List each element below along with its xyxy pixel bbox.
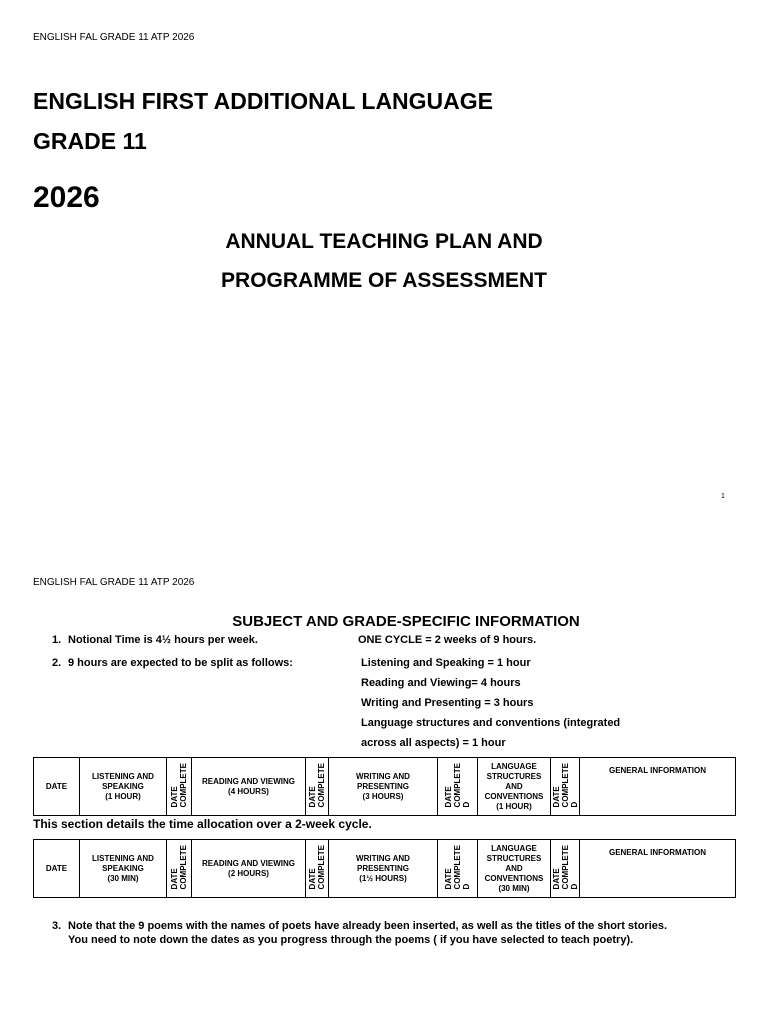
time-allocation-table-week [33, 839, 736, 898]
item-1 [52, 634, 258, 646]
col-listening-speaking: LISTENING AND SPEAKING (30 MIN) [80, 840, 167, 898]
split-language-cont: across all aspects) = 1 hour [361, 737, 506, 749]
item-2-number: 2. [52, 657, 62, 669]
document-title: ENGLISH FIRST ADDITIONAL LANGUAGE [33, 88, 493, 114]
col-general-information: GENERAL INFORMATION [580, 758, 736, 816]
document-subtitle-line1: ANNUAL TEACHING PLAN AND [225, 230, 543, 253]
split-writing: Writing and Presenting = 3 hours [361, 697, 534, 709]
document-year: 2026 [33, 181, 100, 214]
col-date: DATE [34, 840, 80, 898]
col-language-structures: LANGUAGE STRUCTURES AND CONVENTIONS (1 HOUR) [478, 758, 551, 816]
item-2-text: 9 hours are expected to be split as follows: [68, 657, 293, 669]
item-3 [52, 920, 667, 932]
page-header-2: ENGLISH FAL GRADE 11 ATP 2026 [33, 577, 195, 588]
time-allocation-table-cycle [33, 757, 736, 816]
col-date-complete-2: DATE COMPLETE [306, 840, 329, 898]
col-language-structures: LANGUAGE STRUCTURES AND CONVENTIONS (30 MIN) [478, 840, 551, 898]
col-date-complete-4: DATE COMPLETE D [551, 840, 580, 898]
col-writing-presenting: WRITING AND PRESENTING (3 HOURS) [329, 758, 438, 816]
split-reading: Reading and Viewing= 4 hours [361, 677, 521, 689]
col-date-complete-4: DATE COMPLETE D [551, 758, 580, 816]
page-header: ENGLISH FAL GRADE 11 ATP 2026 [33, 32, 195, 43]
col-date-complete-3: DATE COMPLETE D [438, 758, 478, 816]
col-reading-viewing: READING AND VIEWING (4 HOURS) [192, 758, 306, 816]
two-week-cycle-note: This section details the time allocation over a 2-week cycle. [33, 817, 372, 831]
document-grade: GRADE 11 [33, 128, 147, 154]
item-3-line2: You need to note down the dates as you progress through the poems ( if you have selected to teach poetry). [68, 934, 634, 946]
split-listening: Listening and Speaking = 1 hour [361, 657, 531, 669]
item-3-line1: Note that the 9 poems with the names of poets have already been inserted, as well as the titles of the short stories. [68, 920, 668, 932]
item-3-number: 3. [52, 920, 62, 932]
item-1-number: 1. [52, 634, 62, 646]
cycle-info: ONE CYCLE = 2 weeks of 9 hours. [358, 634, 537, 646]
item-1-text: Notional Time is 4½ hours per week. [68, 634, 258, 646]
col-date-complete-1: DATE COMPLETE [167, 840, 192, 898]
section-title: SUBJECT AND GRADE-SPECIFIC INFORMATION [232, 613, 580, 630]
item-2 [52, 657, 293, 669]
col-reading-viewing: READING AND VIEWING (2 HOURS) [192, 840, 306, 898]
page-number: 1 [721, 493, 725, 500]
document-subtitle-line2: PROGRAMME OF ASSESSMENT [221, 269, 547, 292]
col-date: DATE [34, 758, 80, 816]
split-language: Language structures and conventions (integrated [361, 717, 621, 729]
col-date-complete-3: DATE COMPLETE D [438, 840, 478, 898]
col-general-information: GENERAL INFORMATION [580, 840, 736, 898]
col-writing-presenting: WRITING AND PRESENTING (1½ HOURS) [329, 840, 438, 898]
col-listening-speaking: LISTENING AND SPEAKING (1 HOUR) [80, 758, 167, 816]
col-date-complete-1: DATE COMPLETE [167, 758, 192, 816]
col-date-complete-2: DATE COMPLETE [306, 758, 329, 816]
